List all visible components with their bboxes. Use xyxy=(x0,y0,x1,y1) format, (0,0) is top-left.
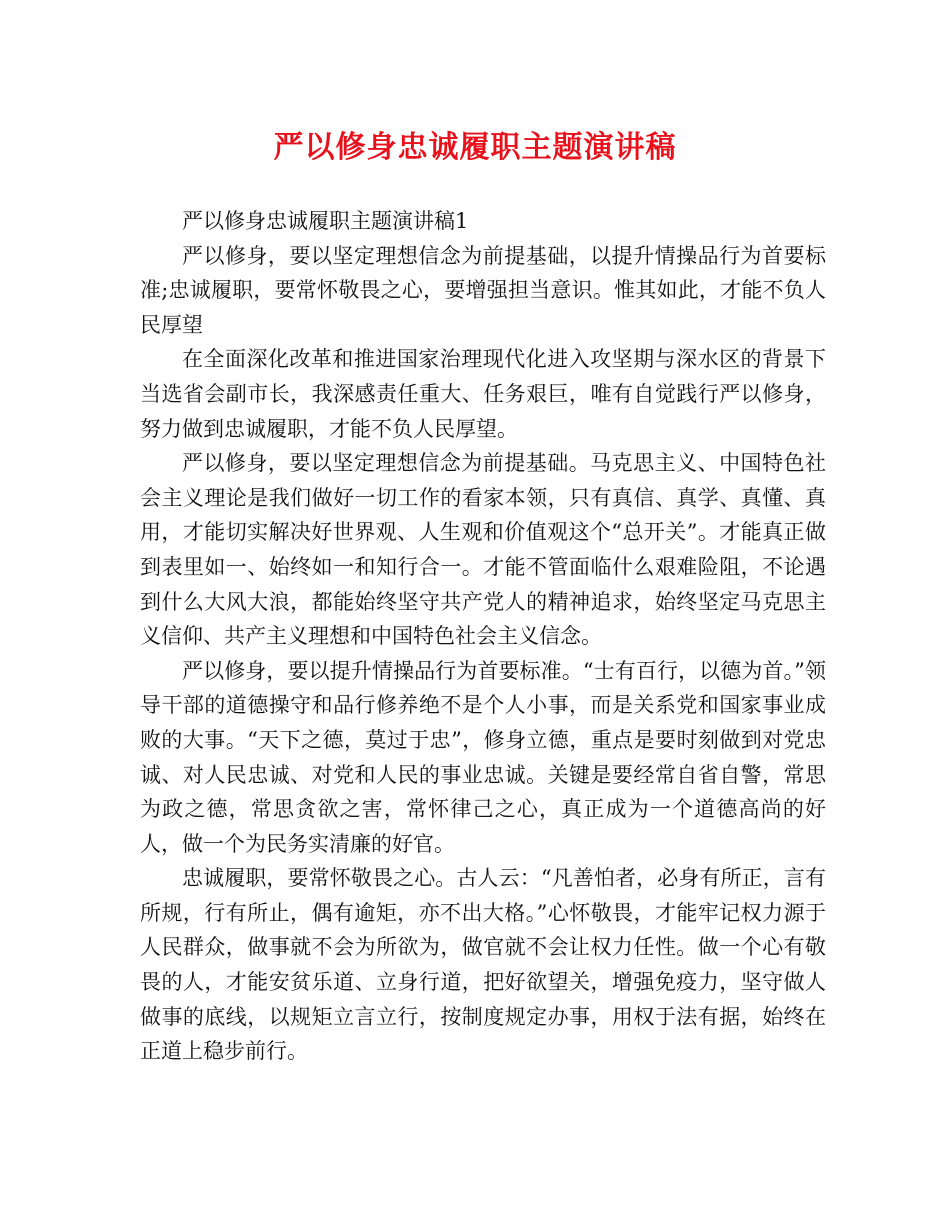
body-paragraph: 严以修身，要以提升情操品行为首要标准。“士有百行，以德为首。”领导干部的道德操守和品行修养绝不是个人小事，而是关系党和国家事业成败的大事。“天下之德，莫过于忠”，修身立德，重点是要时刻做到对党忠诚、对人民忠诚、对党和人民的事业忠诚。关键是要经常自省自警，常思为政之德，常思贪欲之害，常怀律己之心，真正成为一个道德高尚的好人，做一个为民务实清廉的好官。 xyxy=(140,658,826,856)
body-paragraph: 严以修身，要以坚定理想信念为前提基础。马克思主义、中国特色社会主义理论是我们做好一切工作的看家本领，只有真信、真学、真懂、真用，才能切实解决好世界观、人生观和价值观这个“总开关”。才能真正做到表里如一、始终如一和知行合一。才能不管面临什么艰难险阻，不论遇到什么大风大浪，都能始终坚守共产党人的精神追求，始终坚定马克思主义信仰、共产主义理想和中国特色社会主义信念。 xyxy=(140,451,826,649)
body-paragraph: 严以修身，要以坚定理想信念为前提基础，以提升情操品行为首要标准;忠诚履职，要常怀敬畏之心，要增强担当意识。惟其如此，才能不负人民厚望 xyxy=(140,243,826,337)
subtitle-paragraph: 严以修身忠诚履职主题演讲稿1 xyxy=(182,209,469,233)
body-paragraph: 忠诚履职，要常怀敬畏之心。古人云：“凡善怕者，必身有所正，言有所规，行有所止，偶有逾矩，亦不出大格。”心怀敬畏，才能牢记权力源于人民群众，做事就不会为所欲为，做官就不会让权力任性。做一个心有敬畏的人，才能安贫乐道、立身行道，把好欲望关，增强免疫力，坚守做人做事的底线，以规矩立言立行，按制度规定办事，用权于法有据，始终在正道上稳步前行。 xyxy=(140,866,826,1064)
body-paragraph: 在全面深化改革和推进国家治理现代化进入攻坚期与深水区的背景下当选省会副市长，我深感责任重大、任务艰巨，唯有自觉践行严以修身，努力做到忠诚履职，才能不负人民厚望。 xyxy=(140,347,826,441)
document-body xyxy=(140,204,826,1069)
document-title: 严以修身忠诚履职主题演讲稿 xyxy=(273,130,677,165)
